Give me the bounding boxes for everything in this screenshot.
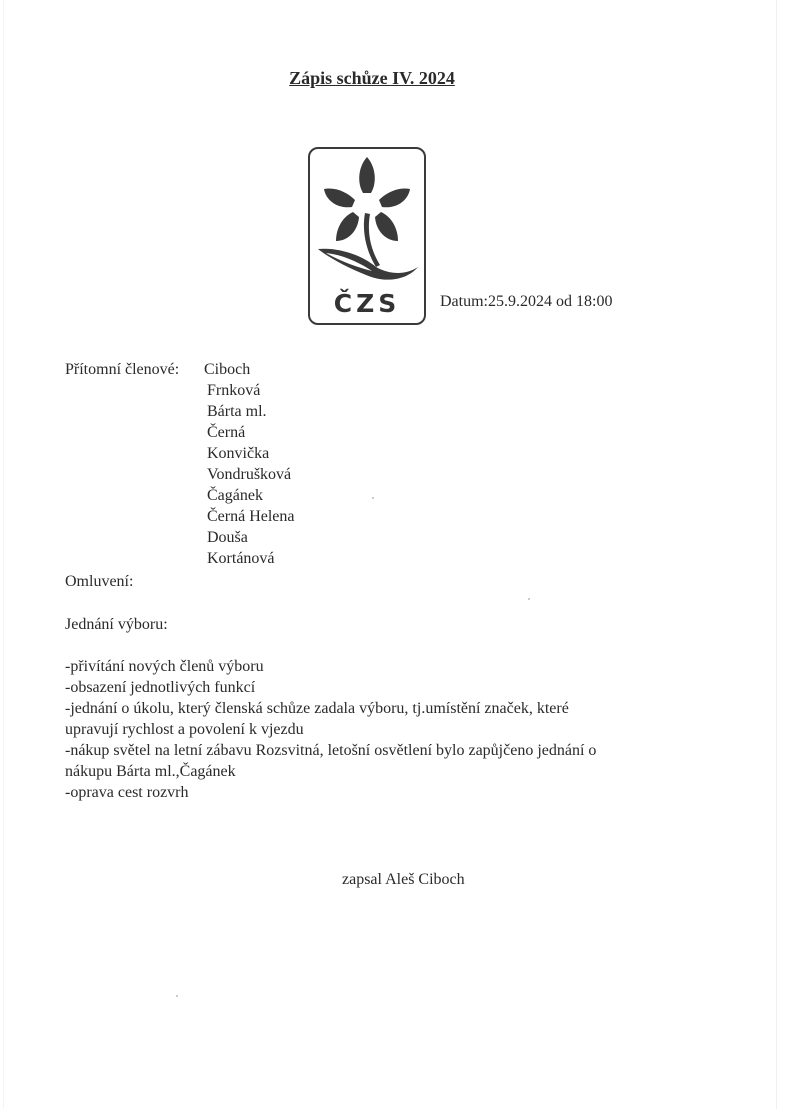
member-name: Frnková: [207, 382, 261, 399]
agenda-item: nákupu Bárta ml.,Čagánek: [65, 763, 236, 780]
meeting-date: Datum:25.9.2024 od 18:00: [440, 293, 613, 310]
agenda-list: [65, 656, 596, 803]
members-label: Přítomní členové:: [65, 361, 180, 378]
agenda-item: -jednání o úkolu, který členská schůze zadala výboru, tj.umístění značek, které: [65, 700, 569, 717]
czs-logo: [308, 147, 426, 325]
members-list: [204, 359, 295, 569]
member-name: Vondrušková: [207, 466, 292, 483]
member-name: Černá Helena: [207, 508, 295, 525]
agenda-item: -obsazení jednotlivých funkcí: [65, 679, 256, 696]
member-name: Bárta ml.: [207, 403, 267, 420]
page-edge-left: [3, 0, 4, 1109]
agenda-item: -přivítání nových členů výboru: [65, 658, 264, 675]
scan-speck: [176, 995, 178, 997]
scan-speck: [528, 598, 530, 600]
page-edge-right: [776, 0, 777, 1109]
agenda-item: -oprava cest rozvrh: [65, 784, 189, 801]
signature: zapsal Aleš Ciboch: [342, 871, 465, 888]
member-name: Čagánek: [207, 487, 263, 504]
agenda-item: upravují rychlost a povolení k vjezdu: [65, 721, 304, 738]
document-title: Zápis schůze IV. 2024: [289, 68, 455, 88]
member-name: Konvička: [207, 445, 270, 462]
member-name: Douša: [207, 529, 248, 546]
excused-label: Omluvení:: [65, 573, 134, 590]
logo-text: ČZS: [333, 289, 401, 318]
scan-speck: [372, 497, 374, 499]
member-name: Kortánová: [207, 550, 275, 567]
agenda-item: -nákup světel na letní zábavu Rozsvitná, letošní osvětlení bylo zapůjčeno jednání o: [65, 742, 597, 759]
member-name: Ciboch: [204, 361, 251, 378]
committee-label: Jednání výboru:: [65, 616, 168, 633]
member-name: Černá: [207, 424, 246, 441]
